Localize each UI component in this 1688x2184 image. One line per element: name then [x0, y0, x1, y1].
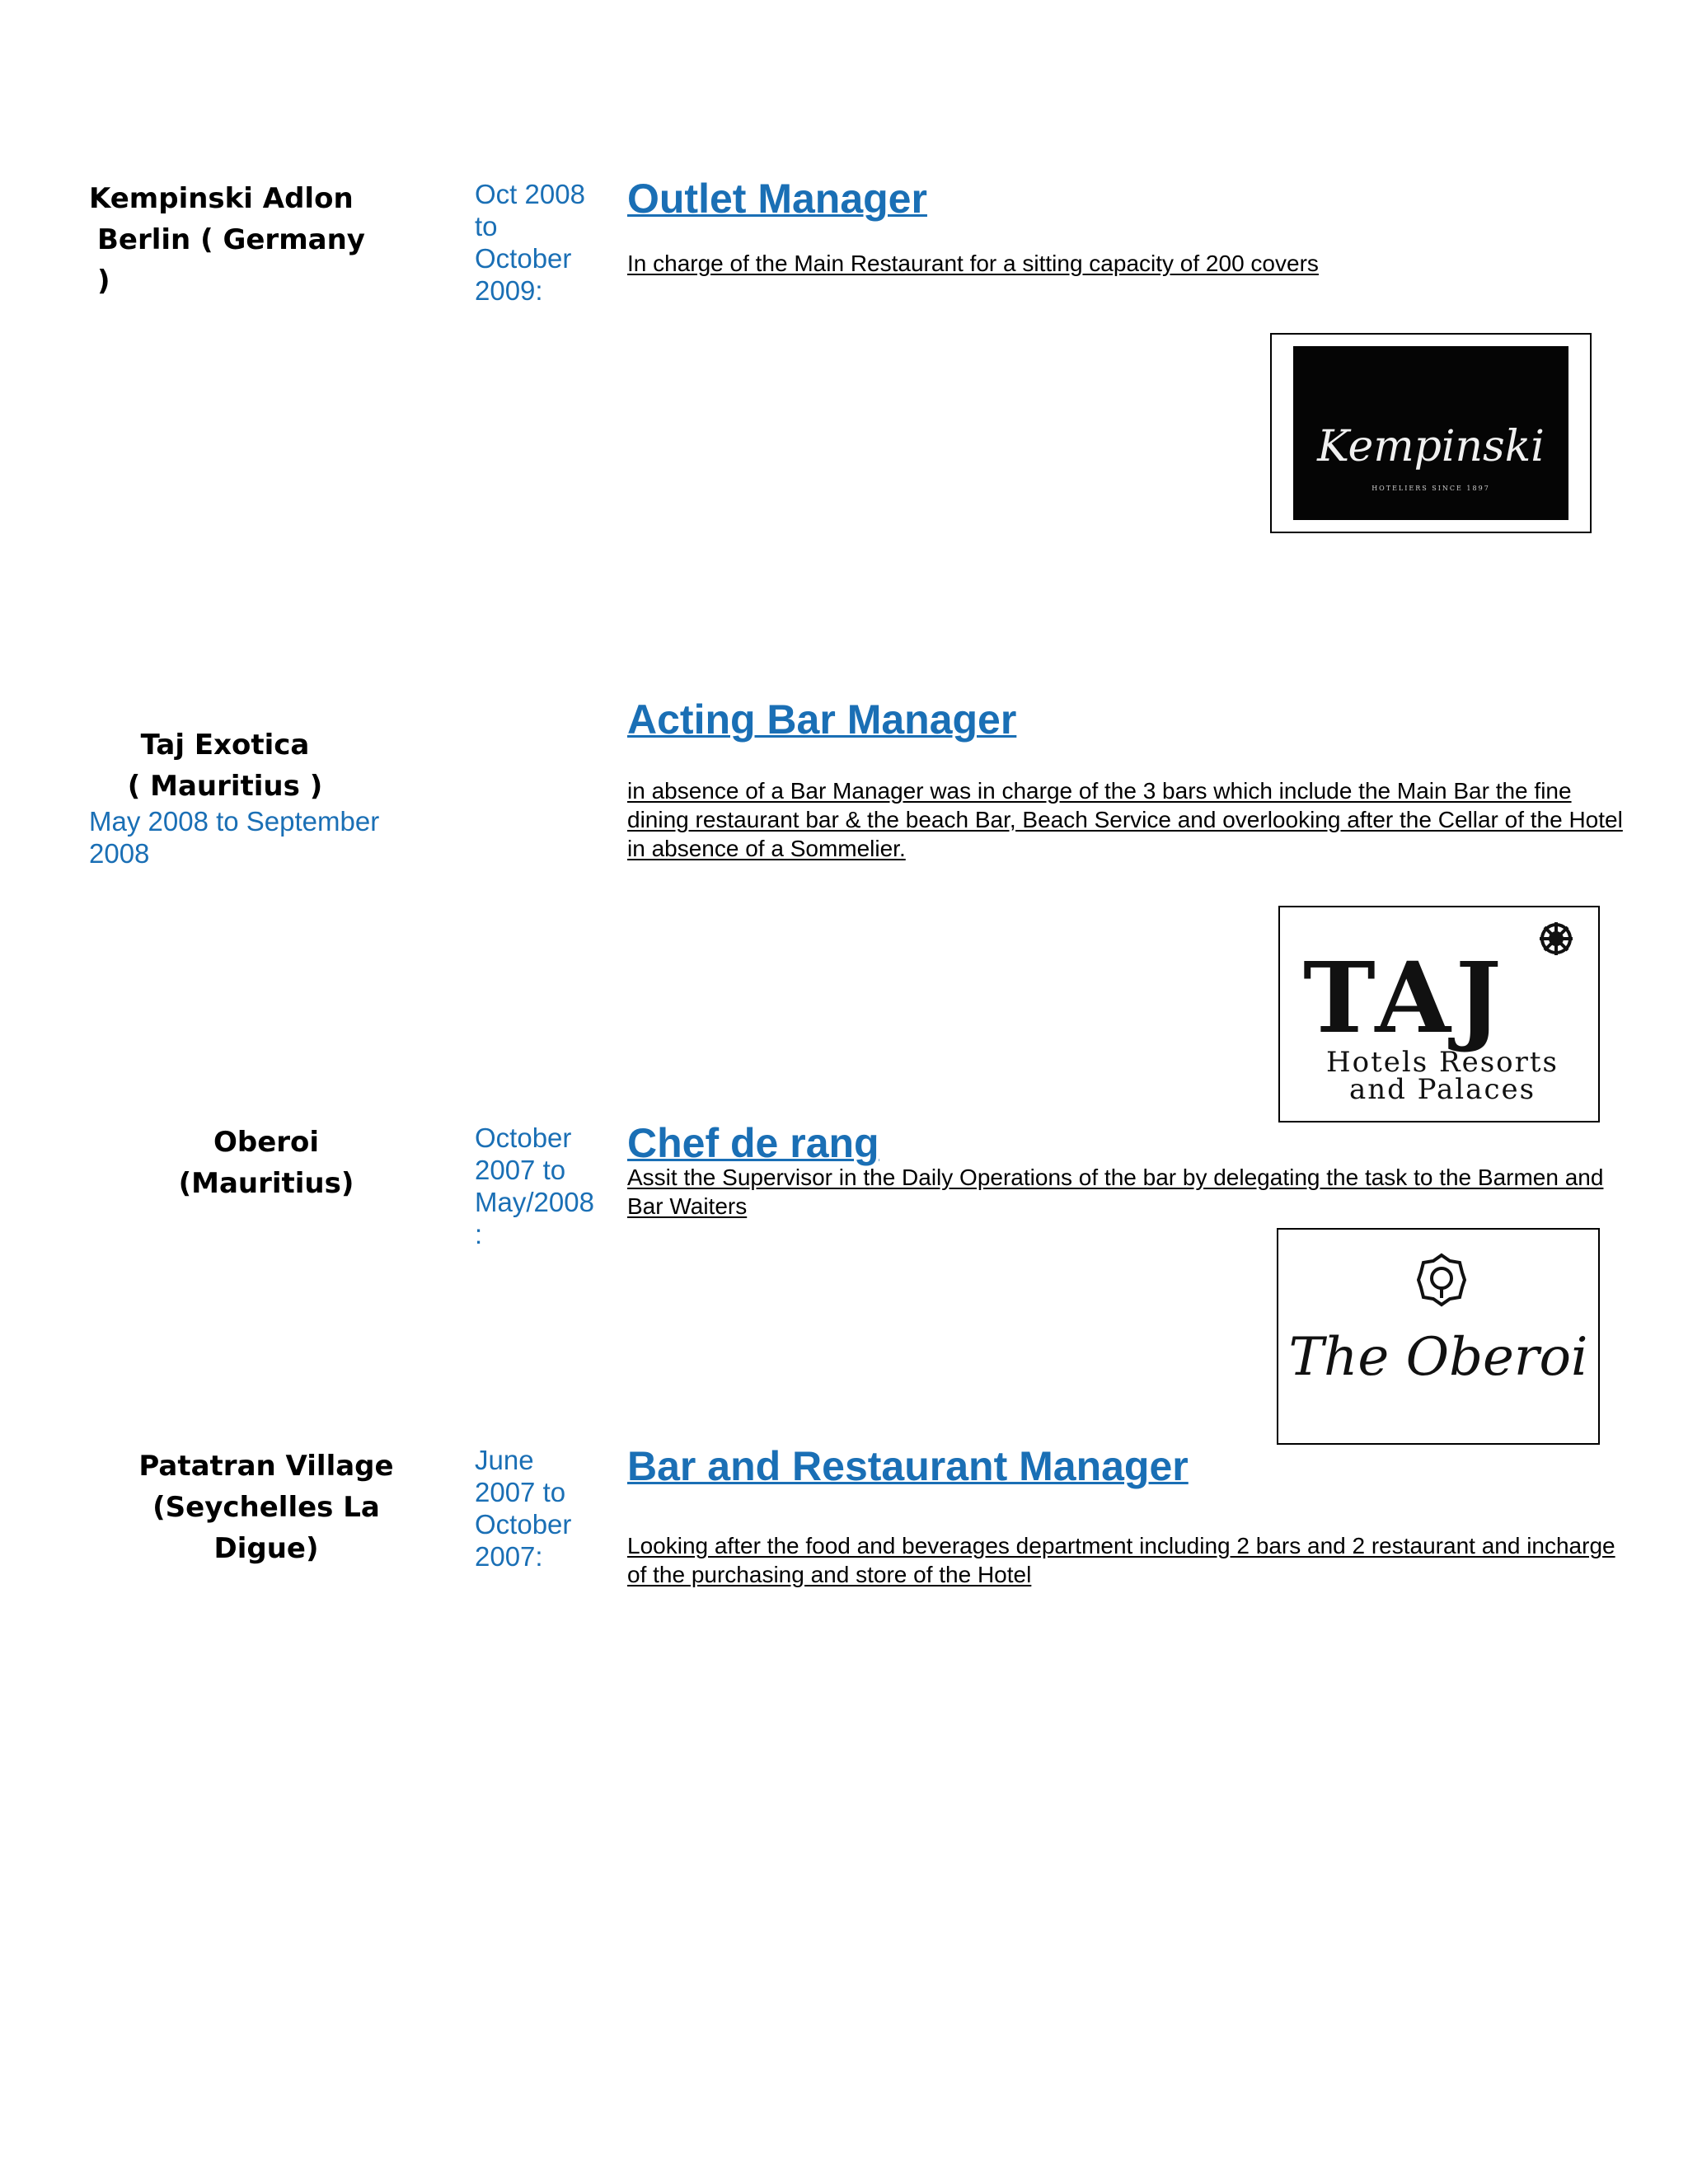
employer-location: (Seychelles La Digue) — [152, 1491, 380, 1565]
job-title: Bar and Restaurant Manager — [627, 1443, 1189, 1489]
date-range: Oct 2008 to October 2009: — [475, 179, 585, 306]
employer-oberoi — [138, 1122, 394, 1204]
taj-logo: TAJ Hotels Resorts and Palaces — [1278, 906, 1600, 1122]
employer-patatran — [107, 1446, 425, 1569]
job-title: Outlet Manager — [627, 176, 927, 222]
job-description: in absence of a Bar Manager was in charge of the 3 bars which include the Main Bar the fine dining restaurant bar & the beach Bar, Beach Service and overlooking after the Cellar of the Hotel in absence of a Sommelier. — [627, 778, 1623, 861]
employer-taj — [89, 724, 361, 807]
employer-location: ( Mauritius ) — [127, 770, 323, 803]
employer-name: Oberoi — [213, 1126, 320, 1159]
job-description: Assit the Supervisor in the Daily Operations of the bar by delegating the task to the Barmen and Bar Waiters — [627, 1165, 1604, 1219]
taj-emblem-icon — [1536, 919, 1576, 965]
date-range: May 2008 to September 2008 — [89, 806, 380, 869]
oberoi-logo: The Oberoi — [1277, 1228, 1600, 1445]
employer-location: (Mauritius) — [178, 1167, 354, 1200]
oberoi-emblem-icon — [1417, 1253, 1466, 1307]
employer-location: Berlin ( Germany ) — [97, 223, 365, 298]
job-title: Chef de rang — [627, 1120, 879, 1166]
date-range: October 2007 to May/2008 : — [475, 1122, 594, 1249]
kempinski-logo-icon: Kempinski HOTELIERS SINCE 1897 — [1293, 346, 1568, 520]
employer-name: Kempinski Adlon — [89, 182, 354, 215]
employer-name: Patatran Village — [138, 1450, 394, 1483]
job-description: Looking after the food and beverages department including 2 bars and 2 restaurant and incharge of the purchasing and store of the Hotel — [627, 1533, 1615, 1587]
job-title: Acting Bar Manager — [627, 696, 1017, 743]
date-range: June 2007 to October 2007: — [475, 1445, 572, 1572]
job-description: In charge of the Main Restaurant for a sitting capacity of 200 covers — [627, 251, 1319, 276]
employer-kempinski — [89, 178, 386, 302]
employer-name: Taj Exotica — [140, 729, 310, 762]
kempinski-logo — [1270, 333, 1592, 533]
